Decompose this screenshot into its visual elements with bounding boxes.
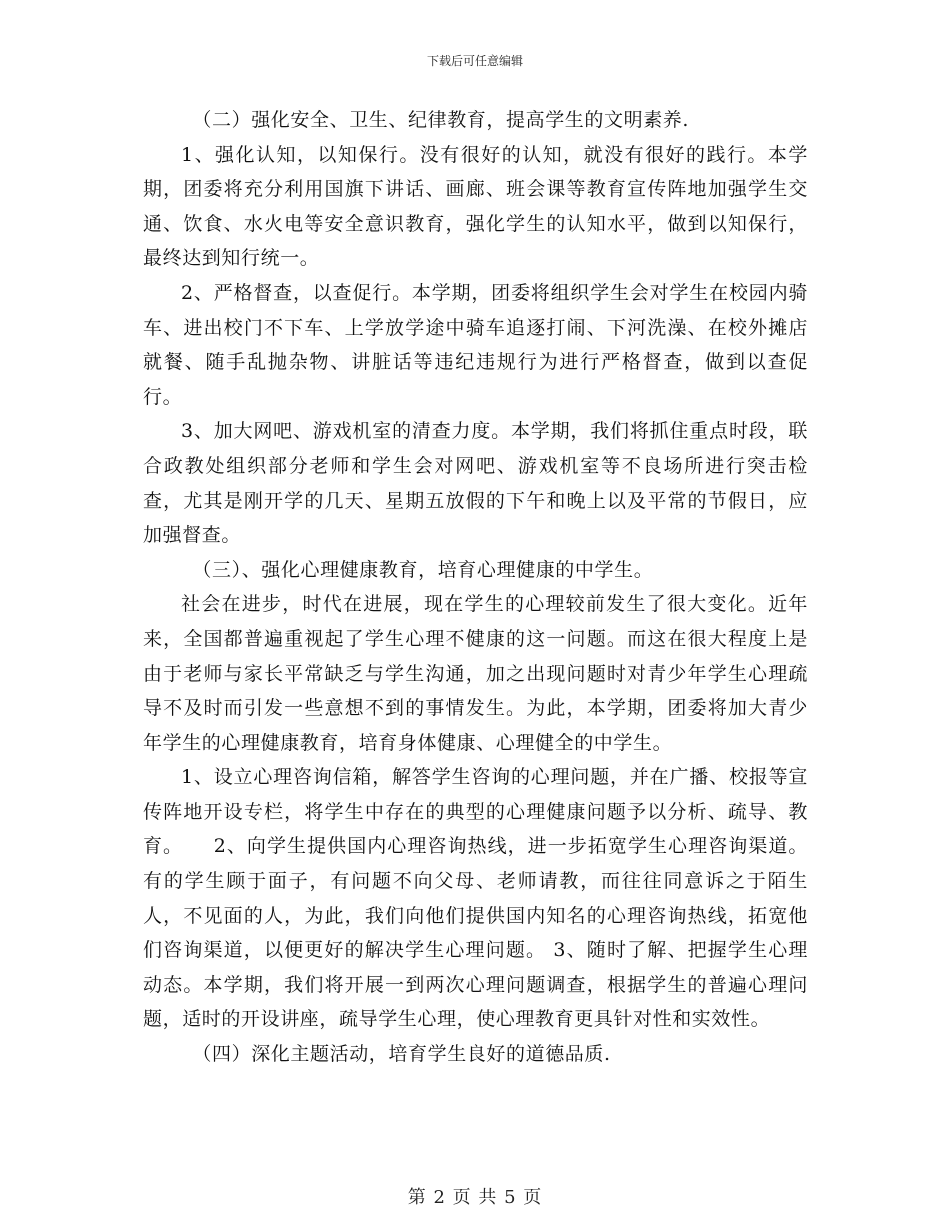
paragraph: 1、设立心理咨询信箱，解答学生咨询的心理问题，并在广播、校报等宣传阵地开设专栏，将学生中存在的典型的心理健康问题予以分析、疏导、教育。 2、向学生提供国内心理咨询热线，进一步拓宽学生心理咨询渠道。有的学生顾于面子，有问题不向父母、老师请教，而往往同意诉之于陌生人，不见面的人，为此，我们向他们提供国内知名的心理咨询热线，拓宽他们咨询渠道，以便更好的解决学生心理问题。 3、随时了解、把握学生心理动态。本学期，我们将开展一到两次心理问题调查，根据学生的普遍心理问题，适时的开设讲座，疏导学生心理，使心理教育更具针对性和实效性。 — [143, 766, 808, 1031]
paragraph: 社会在进步，时代在进展，现在学生的心理较前发生了很大变化。近年来，全国都普遍重视起了学生心理不健康的这一问题。而这在很大程度上是由于老师与家长平常缺乏与学生沟通，加之出现问题时对青少年学生心理疏导不及时而引发一些意想不到的事情发生。为此，本学期，团委将加大青少年学生的心理健康教育，培育身体健康、心理健全的中学生。 — [143, 593, 808, 754]
paragraph: 2、严格督查，以查促行。本学期，团委将组织学生会对学生在校园内骑车、进出校门不下车、上学放学途中骑车追逐打闹、下河洗澡、在校外摊店就餐、随手乱抛杂物、讲脏话等违纪违规行为进行严格督查，做到以查促行。 — [143, 281, 808, 408]
section-heading-2: （二）强化安全、卫生、纪律教育，提高学生的文明素养. — [192, 109, 690, 131]
document-body — [143, 103, 808, 1072]
paragraph: 1、强化认知，以知保行。没有很好的认知，就没有很好的践行。本学期，团委将充分利用国旗下讲话、画廊、班会课等教育宣传阵地加强学生交通、饮食、水火电等安全意识教育，强化学生的认知水平，做到以知保行，最终达到知行统一。 — [143, 143, 808, 270]
section-heading-3: （三）、强化心理健康教育，培育心理健康的中学生。 — [192, 558, 654, 581]
page-header: 下载后可任意编辑 — [426, 54, 523, 68]
paragraph: 3、加大网吧、游戏机室的清查力度。本学期，我们将抓住重点时段，联合政教处组织部分老师和学生会对网吧、游戏机室等不良场所进行突击检查，尤其是刚开学的几天、星期五放假的下午和晚上以及平常的节假日，应加强督查。 — [143, 420, 808, 547]
section-heading-4: （四）深化主题活动，培育学生良好的道德品质. — [192, 1043, 611, 1066]
page-number: 第 2 页 共 5 页 — [407, 1187, 543, 1208]
